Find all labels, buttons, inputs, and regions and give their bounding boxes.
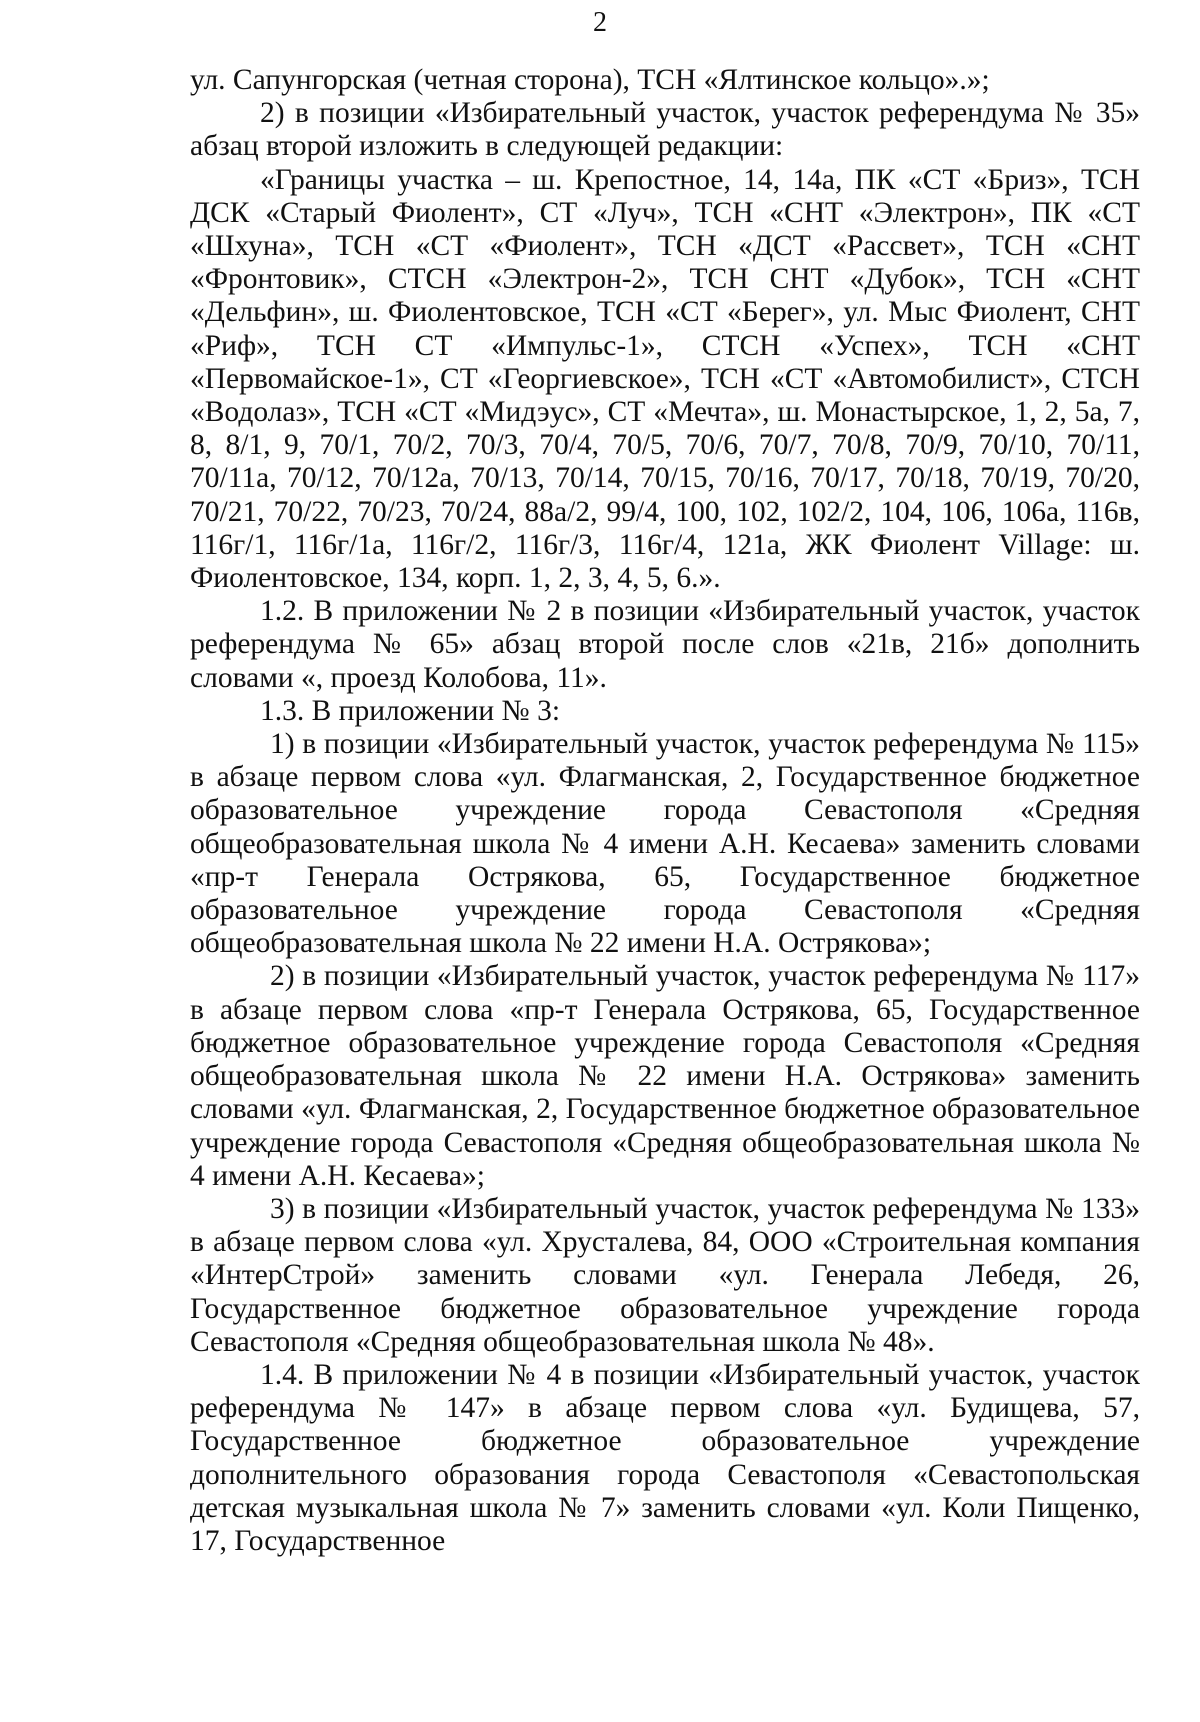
paragraph-item-3-position-133: 3) в позиции «Избирательный участок, участок референдума № 133» в абзаце первом слова «ул. Хрусталева, 84, ООО «Строительная компания «ИнтерСтрой» заменить словами «ул. Генерала Лебедя, 26, Государственное бюджетное образовательное учреждение города Севастополя «Средняя общеобразовательная школа № 48». [190, 1192, 1140, 1358]
document-body [190, 64, 1140, 1558]
paragraph-section-1-3: 1.3. В приложении № 3: [260, 694, 561, 727]
paragraph-section-1-2: 1.2. В приложении № 2 в позиции «Избирательный участок, участок референдума № 65» абзац второй после слов «21в, 21б» дополнить словами «, проезд Колобова, 11». [190, 595, 1140, 694]
paragraph-item-1-position-115: 1) в позиции «Избирательный участок, участок референдума № 115» в абзаце первом слова «ул. Флагманская, 2, Государственное бюджетное образовательное учреждение города Севастополя «Средняя общеобразовательная школа № 4 имени А.Н. Кесаева» заменить словами «пр-т Генерала Острякова, 65, Государственное бюджетное образовательное учреждение города Севастополя «Средняя общеобразовательная школа № 22 имени Н.А. Острякова»; [190, 728, 1140, 960]
paragraph-item-2-position-35: 2) в позиции «Избирательный участок, участок референдума № 35» абзац второй изложить в следующей редакции: [190, 97, 1140, 163]
paragraph-item-2-position-117: 2) в позиции «Избирательный участок, участок референдума № 117» в абзаце первом слова «пр-т Генерала Острякова, 65, Государственное бюджетное образовательное учреждение города Севастополя «Средняя общеобразовательная школа № 22 имени Н.А. Острякова» заменить словами «ул. Флагманская, 2, Государственное бюджетное образовательное учреждение города Севастополя «Средняя общеобразовательная школа № 4 имени А.Н. Кесаева»; [190, 960, 1140, 1192]
page-number: 2 [593, 7, 607, 38]
paragraph-section-1-4: 1.4. В приложении № 4 в позиции «Избирательный участок, участок референдума № 147» в абзаце первом слова «ул. Будищева, 57, Государственное бюджетное образовательное учреждение дополнительного образования города Севастополя «Севастопольская детская музыкальная школа № 7» заменить словами «ул. Коли Пищенко, 17, Государственное [190, 1358, 1140, 1557]
paragraph-boundaries-35: «Границы участка – ш. Крепостное, 14, 14а, ПК «СТ «Бриз», ТСН ДСК «Старый Фиолент», СТ «Луч», ТСН «СНТ «Электрон», ПК «СТ «Шхуна», ТСН «СТ «Фиолент», ТСН «ДСТ «Рассвет», ТСН «СНТ «Фронтовик», СТСН «Электрон-2», ТСН СНТ «Дубок», ТСН «СНТ «Дельфин», ш. Фиолентовское, ТСН «СТ «Берег», ул. Мыс Фиолент, СНТ «Риф», ТСН СТ «Импульс-1», СТСН «Успех», ТСН «СНТ «Первомайское-1», СТ «Георгиевское», ТСН «СТ «Автомобилист», СТСН «Водолаз», ТСН «СТ «Мидэус», СТ «Мечта», ш. Монастырское, 1, 2, 5а, 7, 8, 8/1, 9, 70/1, 70/2, 70/3, 70/4, 70/5, 70/6, 70/7, 70/8, 70/9, 70/10, 70/11, 70/11а, 70/12, 70/12а, 70/13, 70/14, 70/15, 70/16, 70/17, 70/18, 70/19, 70/20, 70/21, 70/22, 70/23, 70/24, 88а/2, 99/4, 100, 102, 102/2, 104, 106, 106а, 116в, 116г/1, 116г/1а, 116г/2, 116г/3, 116г/4, 121а, ЖК Фиолент Village: ш. Фиолентовское, 134, корп. 1, 2, 3, 4, 5, 6.». [190, 163, 1140, 595]
paragraph-continuation: ул. Сапунгорская (четная сторона), ТСН «Ялтинское кольцо».»; [190, 64, 990, 96]
